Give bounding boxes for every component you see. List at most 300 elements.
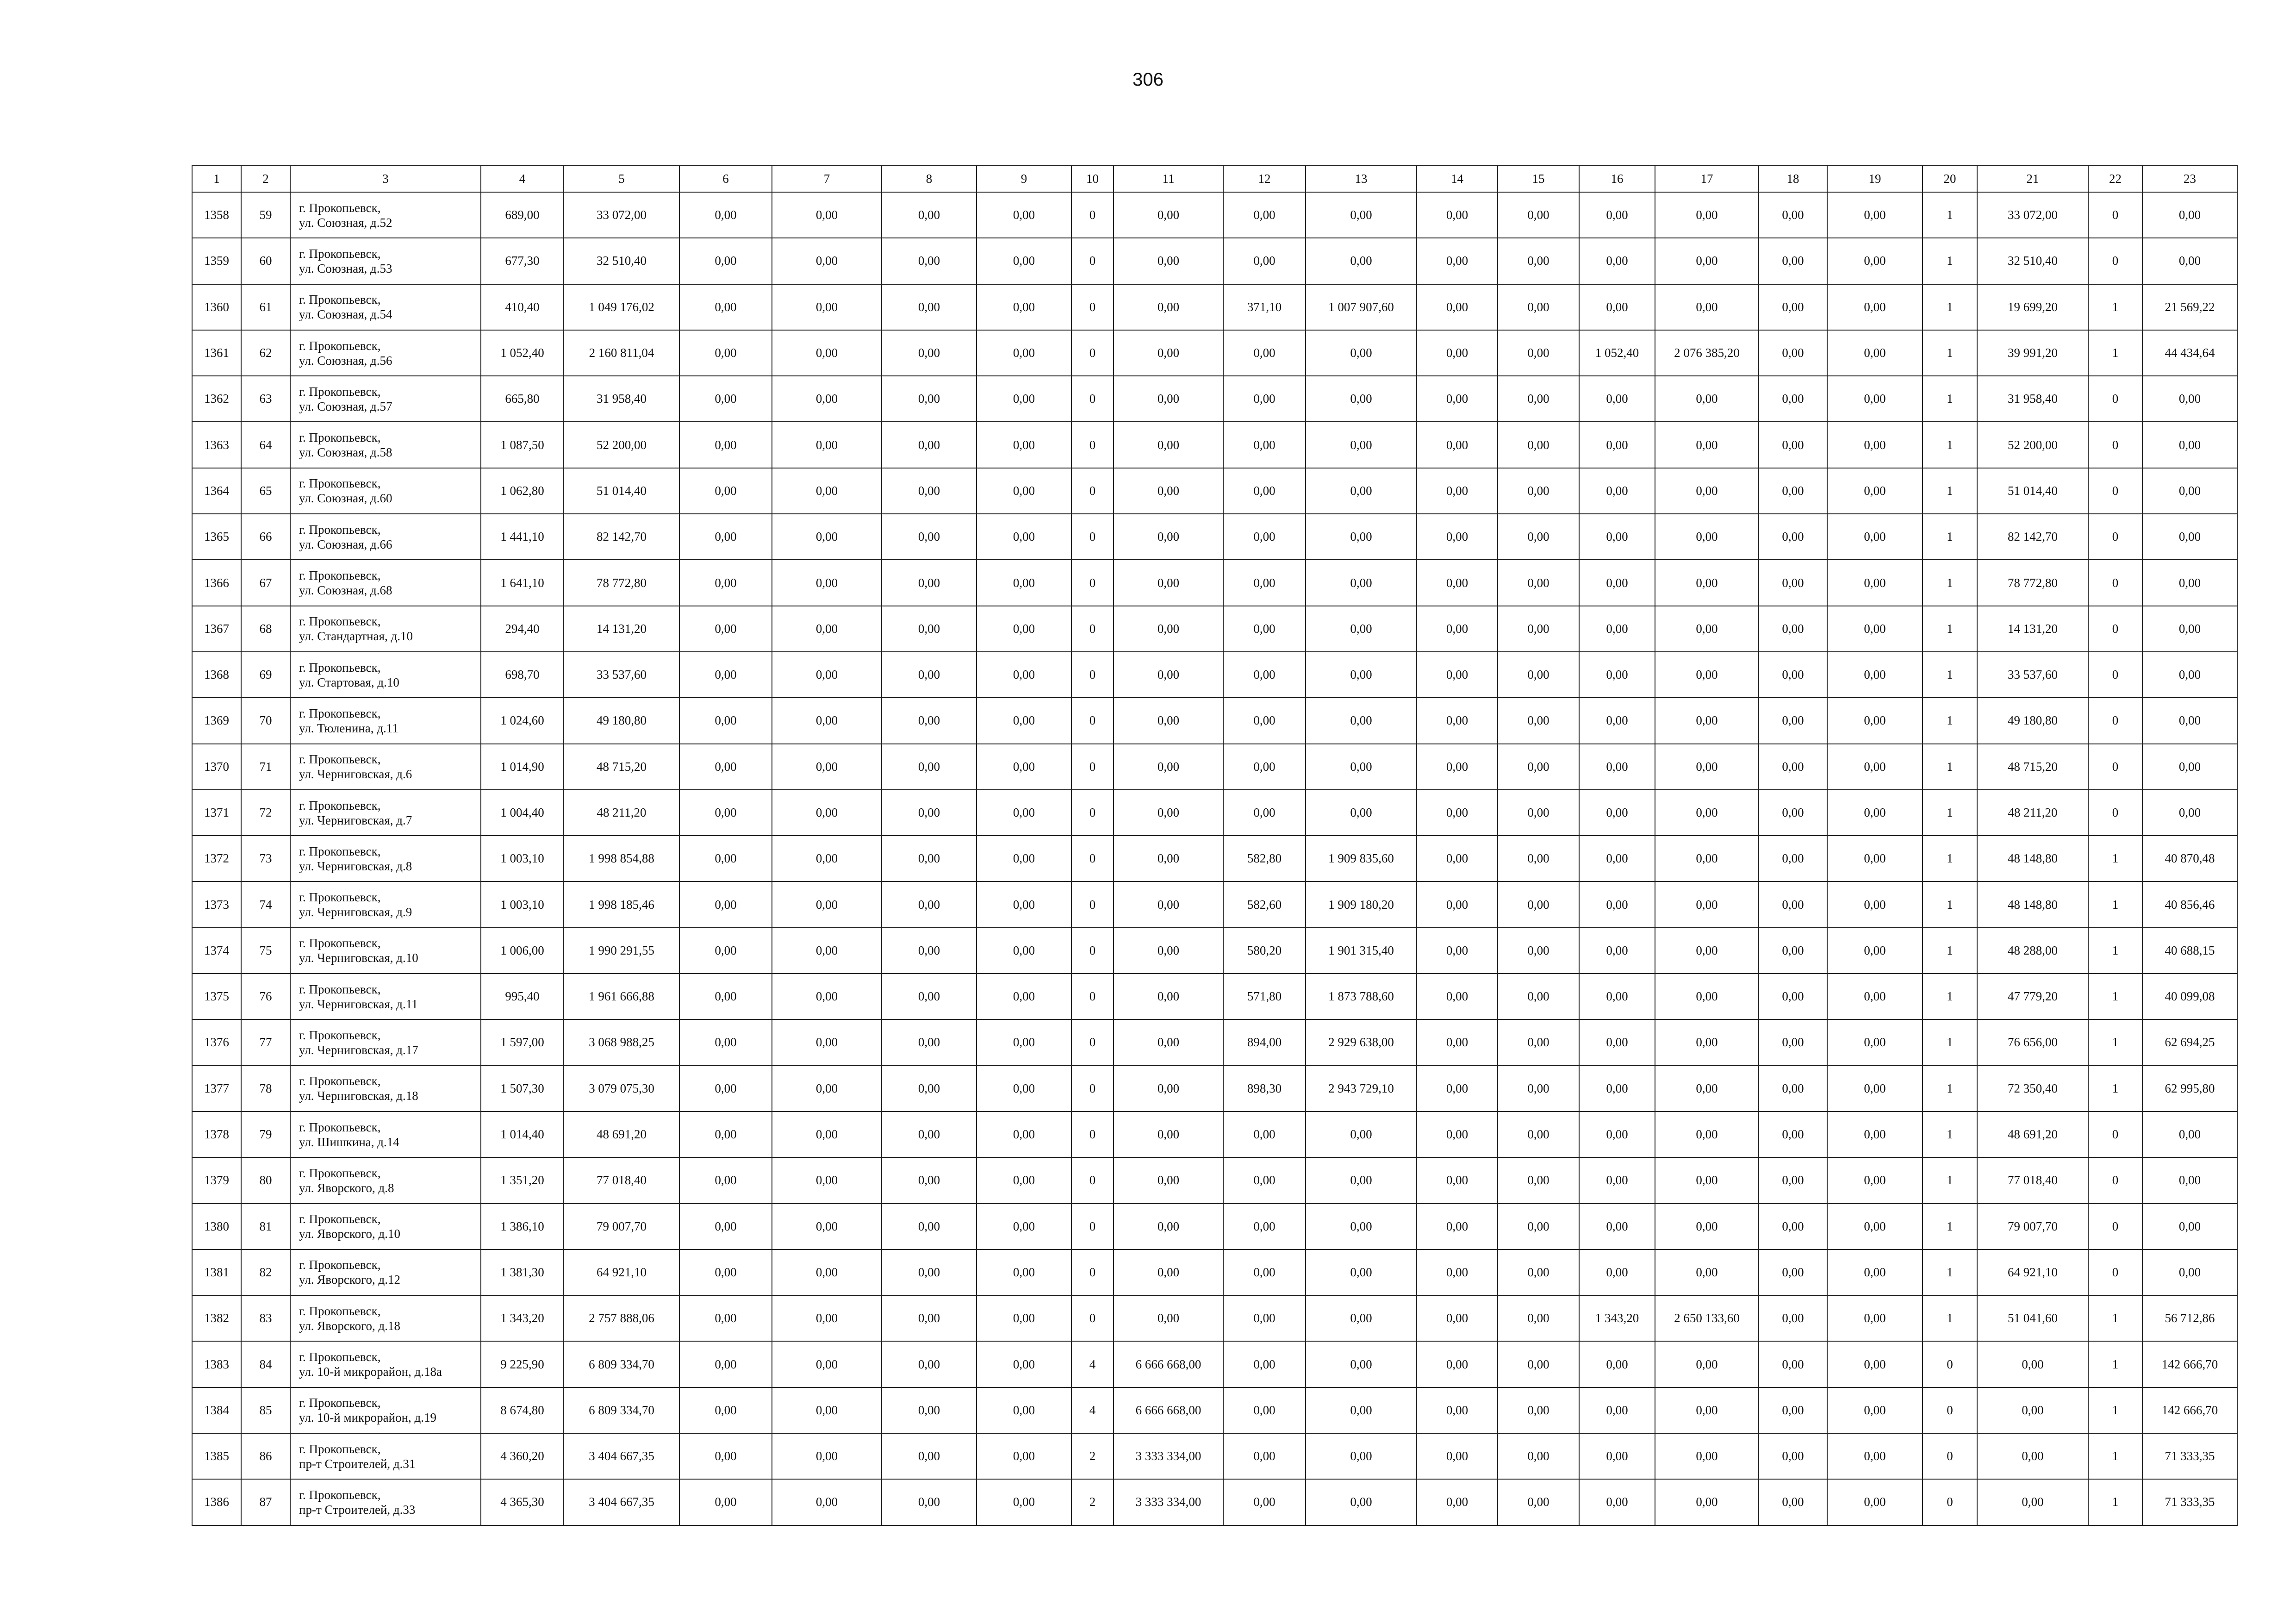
table-cell: 1: [1923, 330, 1977, 376]
table-cell: 1363: [192, 422, 241, 468]
table-cell: 0,00: [1498, 560, 1579, 606]
table-cell: 0,00: [1114, 1249, 1223, 1295]
table-cell: 0,00: [1306, 606, 1417, 652]
table-cell: 1: [2088, 1066, 2142, 1112]
table-cell: 0,00: [1417, 1204, 1498, 1249]
address-line: г. Прокопьевск,: [299, 1350, 381, 1364]
table-cell: 0,00: [1417, 928, 1498, 974]
table-cell: 0,00: [1827, 1157, 1923, 1203]
table-cell: 48 715,20: [1977, 744, 2088, 790]
table-cell: 0,00: [1114, 1295, 1223, 1341]
table-cell: 0,00: [882, 881, 977, 927]
table-cell: 0,00: [882, 698, 977, 743]
table-cell: 0,00: [1417, 1112, 1498, 1157]
table-cell: 0,00: [772, 376, 882, 422]
table-cell: 1382: [192, 1295, 241, 1341]
table-row: [192, 652, 2237, 698]
table-cell: 19 699,20: [1977, 284, 2088, 330]
table-cell: 0,00: [1579, 881, 1655, 927]
table-cell: 0,00: [1223, 1204, 1306, 1249]
table-cell: 1370: [192, 744, 241, 790]
table-cell: 0,00: [977, 790, 1071, 836]
table-cell: 0,00: [1759, 1387, 1827, 1433]
table-cell: 2 929 638,00: [1306, 1019, 1417, 1065]
table-cell: 0,00: [1655, 284, 1759, 330]
address-cell: [290, 790, 481, 836]
table-cell: 0: [2088, 1249, 2142, 1295]
table-cell: 0,00: [1417, 1295, 1498, 1341]
table-cell: 0,00: [1498, 1066, 1579, 1112]
table-cell: 8 674,80: [481, 1387, 564, 1433]
table-cell: 3 079 075,30: [564, 1066, 679, 1112]
table-cell: 0,00: [1655, 790, 1759, 836]
table-cell: 0: [1071, 1066, 1114, 1112]
table-cell: 1: [1923, 1019, 1977, 1065]
table-cell: 0,00: [1498, 928, 1579, 974]
table-cell: 0,00: [1759, 928, 1827, 974]
table-cell: 1 597,00: [481, 1019, 564, 1065]
table-cell: 0,00: [679, 606, 772, 652]
table-cell: 0,00: [1579, 468, 1655, 514]
table-cell: 677,30: [481, 238, 564, 284]
address-line: ул. Союзная, д.60: [299, 491, 392, 506]
address-line: г. Прокопьевск,: [299, 476, 381, 491]
table-cell: 1: [1923, 1204, 1977, 1249]
address-line: ул. Стандартная, д.10: [299, 629, 413, 643]
table-cell: 0,00: [679, 744, 772, 790]
table-cell: 76: [241, 974, 290, 1019]
table-cell: 0,00: [1579, 376, 1655, 422]
table-cell: 0,00: [1759, 652, 1827, 698]
table-cell: 0,00: [882, 1019, 977, 1065]
table-cell: 0,00: [1417, 974, 1498, 1019]
table-cell: 0,00: [977, 1479, 1071, 1525]
table-cell: 0,00: [1417, 606, 1498, 652]
address-line: г. Прокопьевск,: [299, 660, 381, 675]
table-cell: 0,00: [1498, 422, 1579, 468]
table-cell: 0: [1071, 192, 1114, 238]
table-cell: 0,00: [679, 836, 772, 881]
table-cell: 0,00: [1655, 560, 1759, 606]
table-cell: 48 211,20: [1977, 790, 2088, 836]
table-cell: 1365: [192, 514, 241, 560]
column-header: 7: [772, 166, 882, 192]
table-cell: 61: [241, 284, 290, 330]
table-cell: 0,00: [772, 1204, 882, 1249]
table-cell: 0,00: [977, 881, 1071, 927]
table-cell: 0,00: [1827, 652, 1923, 698]
table-cell: 0,00: [1759, 192, 1827, 238]
table-cell: 0,00: [772, 468, 882, 514]
address-line: ул. Черниговская, д.7: [299, 813, 412, 827]
table-cell: 70: [241, 698, 290, 743]
table-cell: 0,00: [882, 1249, 977, 1295]
table-cell: 0,00: [679, 652, 772, 698]
table-cell: 0,00: [1827, 836, 1923, 881]
table-cell: 0,00: [1417, 284, 1498, 330]
table-cell: 0: [2088, 652, 2142, 698]
address-line: ул. Черниговская, д.9: [299, 905, 412, 919]
table-cell: 1380: [192, 1204, 241, 1249]
table-cell: 0,00: [1114, 468, 1223, 514]
table-cell: 0,00: [977, 1066, 1071, 1112]
table-row: [192, 606, 2237, 652]
table-cell: 71 333,35: [2142, 1433, 2237, 1479]
table-cell: 0,00: [1655, 1433, 1759, 1479]
table-cell: 0,00: [1114, 1157, 1223, 1203]
table-cell: 0,00: [1827, 330, 1923, 376]
table-cell: 1 990 291,55: [564, 928, 679, 974]
table-cell: 1 507,30: [481, 1066, 564, 1112]
table-cell: 0,00: [1223, 1157, 1306, 1203]
table-cell: 0,00: [1417, 1433, 1498, 1479]
table-cell: 82: [241, 1249, 290, 1295]
table-cell: 2 757 888,06: [564, 1295, 679, 1341]
address-cell: [290, 698, 481, 743]
table-cell: 0,00: [1114, 1066, 1223, 1112]
address-line: ул. Яворского, д.12: [299, 1273, 400, 1287]
table-cell: 1: [1923, 1066, 1977, 1112]
table-cell: 0,00: [882, 836, 977, 881]
table-cell: 6 809 334,70: [564, 1341, 679, 1387]
table-cell: 0,00: [1827, 238, 1923, 284]
table-cell: 0,00: [1759, 744, 1827, 790]
table-cell: 0,00: [1579, 514, 1655, 560]
table-cell: 0,00: [1114, 192, 1223, 238]
table-cell: 0,00: [1114, 514, 1223, 560]
table-cell: 1 343,20: [481, 1295, 564, 1341]
table-cell: 69: [241, 652, 290, 698]
address-line: г. Прокопьевск,: [299, 982, 381, 996]
table-cell: 0,00: [1223, 744, 1306, 790]
table-cell: 0,00: [1223, 606, 1306, 652]
table-cell: 0,00: [1759, 1295, 1827, 1341]
column-header: 5: [564, 166, 679, 192]
table-cell: 3 333 334,00: [1114, 1479, 1223, 1525]
table-cell: 0: [1071, 974, 1114, 1019]
table-cell: 0,00: [1498, 330, 1579, 376]
table-cell: 1 006,00: [481, 928, 564, 974]
table-cell: 1: [2088, 1479, 2142, 1525]
table-cell: 0,00: [679, 1204, 772, 1249]
address-cell: [290, 1157, 481, 1203]
table-cell: 52 200,00: [1977, 422, 2088, 468]
table-cell: 0,00: [1417, 330, 1498, 376]
address-line: г. Прокопьевск,: [299, 1396, 381, 1410]
table-row: [192, 1433, 2237, 1479]
table-cell: 62 995,80: [2142, 1066, 2237, 1112]
table-cell: 0: [1071, 1112, 1114, 1157]
table-row: [192, 1295, 2237, 1341]
table-cell: 0,00: [882, 928, 977, 974]
address-line: г. Прокопьевск,: [299, 1258, 381, 1272]
table-cell: 0,00: [1977, 1479, 2088, 1525]
table-cell: 0,00: [1827, 1112, 1923, 1157]
table-cell: 0,00: [679, 881, 772, 927]
table-cell: 33 072,00: [564, 192, 679, 238]
table-cell: 0,00: [977, 1112, 1071, 1157]
table-cell: 582,60: [1223, 881, 1306, 927]
table-cell: 2 076 385,20: [1655, 330, 1759, 376]
table-cell: 0,00: [1827, 606, 1923, 652]
table-cell: 0: [1071, 698, 1114, 743]
table-cell: 0,00: [1827, 1066, 1923, 1112]
table-cell: 0: [2088, 744, 2142, 790]
column-header: 14: [1417, 166, 1498, 192]
table-cell: 0,00: [679, 1019, 772, 1065]
table-cell: 0,00: [1579, 652, 1655, 698]
table-cell: 0,00: [1498, 652, 1579, 698]
table-cell: 65: [241, 468, 290, 514]
table-cell: 1 901 315,40: [1306, 928, 1417, 974]
address-line: ул. Союзная, д.53: [299, 261, 392, 275]
table-cell: 0,00: [882, 1112, 977, 1157]
table-cell: 0: [1071, 514, 1114, 560]
table-cell: 4 365,30: [481, 1479, 564, 1525]
table-cell: 84: [241, 1341, 290, 1387]
table-cell: 0: [1071, 790, 1114, 836]
table-cell: 0,00: [772, 1157, 882, 1203]
table-cell: 32 510,40: [564, 238, 679, 284]
table-cell: 0,00: [882, 192, 977, 238]
table-cell: 0,00: [1417, 836, 1498, 881]
table-cell: 0: [1071, 238, 1114, 284]
table-cell: 0,00: [1498, 698, 1579, 743]
table-cell: 0,00: [1579, 1341, 1655, 1387]
table-cell: 0,00: [977, 514, 1071, 560]
table-cell: 3 404 667,35: [564, 1433, 679, 1479]
table-cell: 0,00: [1655, 238, 1759, 284]
table-cell: 0,00: [679, 330, 772, 376]
table-cell: 0,00: [1498, 192, 1579, 238]
table-cell: 0,00: [882, 330, 977, 376]
table-cell: 0,00: [679, 790, 772, 836]
table-cell: 0,00: [679, 1387, 772, 1433]
table-row: [192, 330, 2237, 376]
table-cell: 0: [1071, 744, 1114, 790]
table-cell: 1374: [192, 928, 241, 974]
table-cell: 0,00: [1417, 422, 1498, 468]
table-cell: 0,00: [1417, 790, 1498, 836]
address-cell: [290, 560, 481, 606]
table-cell: 0,00: [977, 1019, 1071, 1065]
address-line: г. Прокопьевск,: [299, 384, 381, 399]
address-cell: [290, 1066, 481, 1112]
table-cell: 0,00: [772, 1066, 882, 1112]
table-body: [192, 192, 2237, 1525]
table-cell: 0,00: [2142, 1112, 2237, 1157]
table-cell: 1 003,10: [481, 881, 564, 927]
table-cell: 40 099,08: [2142, 974, 2237, 1019]
table-cell: 1: [2088, 1341, 2142, 1387]
column-header: 1: [192, 166, 241, 192]
table-cell: 0,00: [1223, 652, 1306, 698]
column-header: 15: [1498, 166, 1579, 192]
table-cell: 0,00: [1306, 1204, 1417, 1249]
table-cell: 1: [2088, 881, 2142, 927]
table-cell: 0,00: [1579, 238, 1655, 284]
table-cell: 0,00: [1655, 974, 1759, 1019]
table-cell: 0,00: [679, 238, 772, 284]
table-cell: 0,00: [1498, 514, 1579, 560]
table-cell: 1 004,40: [481, 790, 564, 836]
table-cell: 0,00: [1827, 376, 1923, 422]
column-header: 2: [241, 166, 290, 192]
table-cell: 0,00: [1114, 1204, 1223, 1249]
table-cell: 85: [241, 1387, 290, 1433]
table-cell: 0,00: [1827, 1204, 1923, 1249]
table-cell: 0,00: [1655, 192, 1759, 238]
table-cell: 0,00: [1827, 1341, 1923, 1387]
address-line: г. Прокопьевск,: [299, 293, 381, 307]
table-cell: 0,00: [679, 698, 772, 743]
table-cell: 0,00: [1655, 1249, 1759, 1295]
table-cell: 0,00: [882, 376, 977, 422]
table-cell: 0,00: [1417, 468, 1498, 514]
table-cell: 0,00: [1655, 1204, 1759, 1249]
table-cell: 0,00: [1579, 1387, 1655, 1433]
table-cell: 14 131,20: [564, 606, 679, 652]
table-cell: 0,00: [772, 928, 882, 974]
table-cell: 0,00: [2142, 192, 2237, 238]
table-cell: 1: [1923, 468, 1977, 514]
table-cell: 0,00: [977, 1387, 1071, 1433]
table-cell: 0,00: [1827, 881, 1923, 927]
table-cell: 14 131,20: [1977, 606, 2088, 652]
table-cell: 0,00: [679, 1341, 772, 1387]
table-cell: 1367: [192, 606, 241, 652]
table-cell: 0,00: [1417, 1066, 1498, 1112]
address-line: г. Прокопьевск,: [299, 1120, 381, 1134]
address-line: ул. Яворского, д.10: [299, 1227, 400, 1241]
table-cell: 0,00: [1306, 1295, 1417, 1341]
table-cell: 0,00: [1417, 1157, 1498, 1203]
address-line: г. Прокопьевск,: [299, 1304, 381, 1318]
table-cell: 1369: [192, 698, 241, 743]
table-cell: 0,00: [1114, 698, 1223, 743]
address-cell: [290, 928, 481, 974]
address-cell: [290, 376, 481, 422]
table-cell: 0,00: [977, 468, 1071, 514]
table-row: [192, 468, 2237, 514]
table-cell: 0,00: [1223, 560, 1306, 606]
table-cell: 0,00: [1114, 928, 1223, 974]
table-cell: 0,00: [1759, 468, 1827, 514]
table-cell: 0,00: [772, 606, 882, 652]
table-cell: 77: [241, 1019, 290, 1065]
table-cell: 1: [1923, 928, 1977, 974]
table-cell: 1368: [192, 652, 241, 698]
address-line: г. Прокопьевск,: [299, 200, 381, 215]
table-cell: 0,00: [882, 560, 977, 606]
address-line: ул. Черниговская, д.18: [299, 1089, 418, 1103]
table-cell: 0,00: [772, 238, 882, 284]
table-row: [192, 1157, 2237, 1203]
table-row: [192, 376, 2237, 422]
table-cell: 0: [2088, 192, 2142, 238]
table-cell: 33 072,00: [1977, 192, 2088, 238]
table-cell: 1: [2088, 330, 2142, 376]
column-header: 11: [1114, 166, 1223, 192]
address-line: г. Прокопьевск,: [299, 844, 381, 858]
table-cell: 0: [1071, 1204, 1114, 1249]
table-cell: 1 014,90: [481, 744, 564, 790]
address-line: г. Прокопьевск,: [299, 246, 381, 261]
table-cell: 1358: [192, 192, 241, 238]
table-cell: 0,00: [1579, 974, 1655, 1019]
table-row: [192, 422, 2237, 468]
table-cell: 0,00: [2142, 560, 2237, 606]
table-cell: 0,00: [977, 560, 1071, 606]
table-cell: 81: [241, 1204, 290, 1249]
table-cell: 0,00: [679, 376, 772, 422]
table-cell: 49 180,80: [564, 698, 679, 743]
table-cell: 71 333,35: [2142, 1479, 2237, 1525]
table-cell: 0,00: [1417, 1387, 1498, 1433]
address-cell: [290, 422, 481, 468]
table-cell: 0,00: [1498, 1387, 1579, 1433]
column-header: 22: [2088, 166, 2142, 192]
column-header: 12: [1223, 166, 1306, 192]
address-line: ул. Черниговская, д.10: [299, 951, 418, 965]
table-cell: 1385: [192, 1433, 241, 1479]
table-cell: 0,00: [1223, 1387, 1306, 1433]
table-cell: 0,00: [1579, 790, 1655, 836]
table-cell: 71: [241, 744, 290, 790]
table-cell: 0,00: [1417, 560, 1498, 606]
table-cell: 0,00: [1306, 652, 1417, 698]
table-cell: 6 666 668,00: [1114, 1387, 1223, 1433]
table-cell: 0,00: [1579, 744, 1655, 790]
data-table: [192, 165, 2238, 1526]
table-cell: 0,00: [2142, 514, 2237, 560]
address-line: ул. Союзная, д.68: [299, 583, 392, 598]
column-header: 8: [882, 166, 977, 192]
table-row: [192, 1066, 2237, 1112]
table-cell: 0,00: [1759, 606, 1827, 652]
table-cell: 0,00: [1759, 698, 1827, 743]
table-row: [192, 974, 2237, 1019]
table-cell: 0,00: [1759, 1066, 1827, 1112]
address-cell: [290, 468, 481, 514]
address-line: ул. Черниговская, д.6: [299, 767, 412, 781]
table-cell: 0,00: [1306, 376, 1417, 422]
table-cell: 0,00: [1498, 1295, 1579, 1341]
table-cell: 1 024,60: [481, 698, 564, 743]
table-cell: 0: [2088, 560, 2142, 606]
table-cell: 0,00: [882, 606, 977, 652]
table-cell: 0,00: [679, 422, 772, 468]
address-cell: [290, 330, 481, 376]
table-cell: 0,00: [1759, 238, 1827, 284]
table-cell: 0,00: [977, 422, 1071, 468]
address-cell: [290, 1295, 481, 1341]
table-cell: 0,00: [772, 1479, 882, 1525]
table-cell: 0: [2088, 698, 2142, 743]
table-cell: 0,00: [977, 928, 1071, 974]
table-cell: 0: [1071, 1295, 1114, 1341]
table-cell: 40 870,48: [2142, 836, 2237, 881]
table-cell: 0,00: [679, 974, 772, 1019]
table-cell: 1 961 666,88: [564, 974, 679, 1019]
table-cell: 0,00: [1827, 790, 1923, 836]
table-cell: 0,00: [679, 1295, 772, 1341]
table-cell: 1: [1923, 881, 1977, 927]
address-line: ул. Союзная, д.66: [299, 537, 392, 551]
table-cell: 0,00: [1223, 376, 1306, 422]
table-cell: 0,00: [977, 836, 1071, 881]
table-cell: 21 569,22: [2142, 284, 2237, 330]
